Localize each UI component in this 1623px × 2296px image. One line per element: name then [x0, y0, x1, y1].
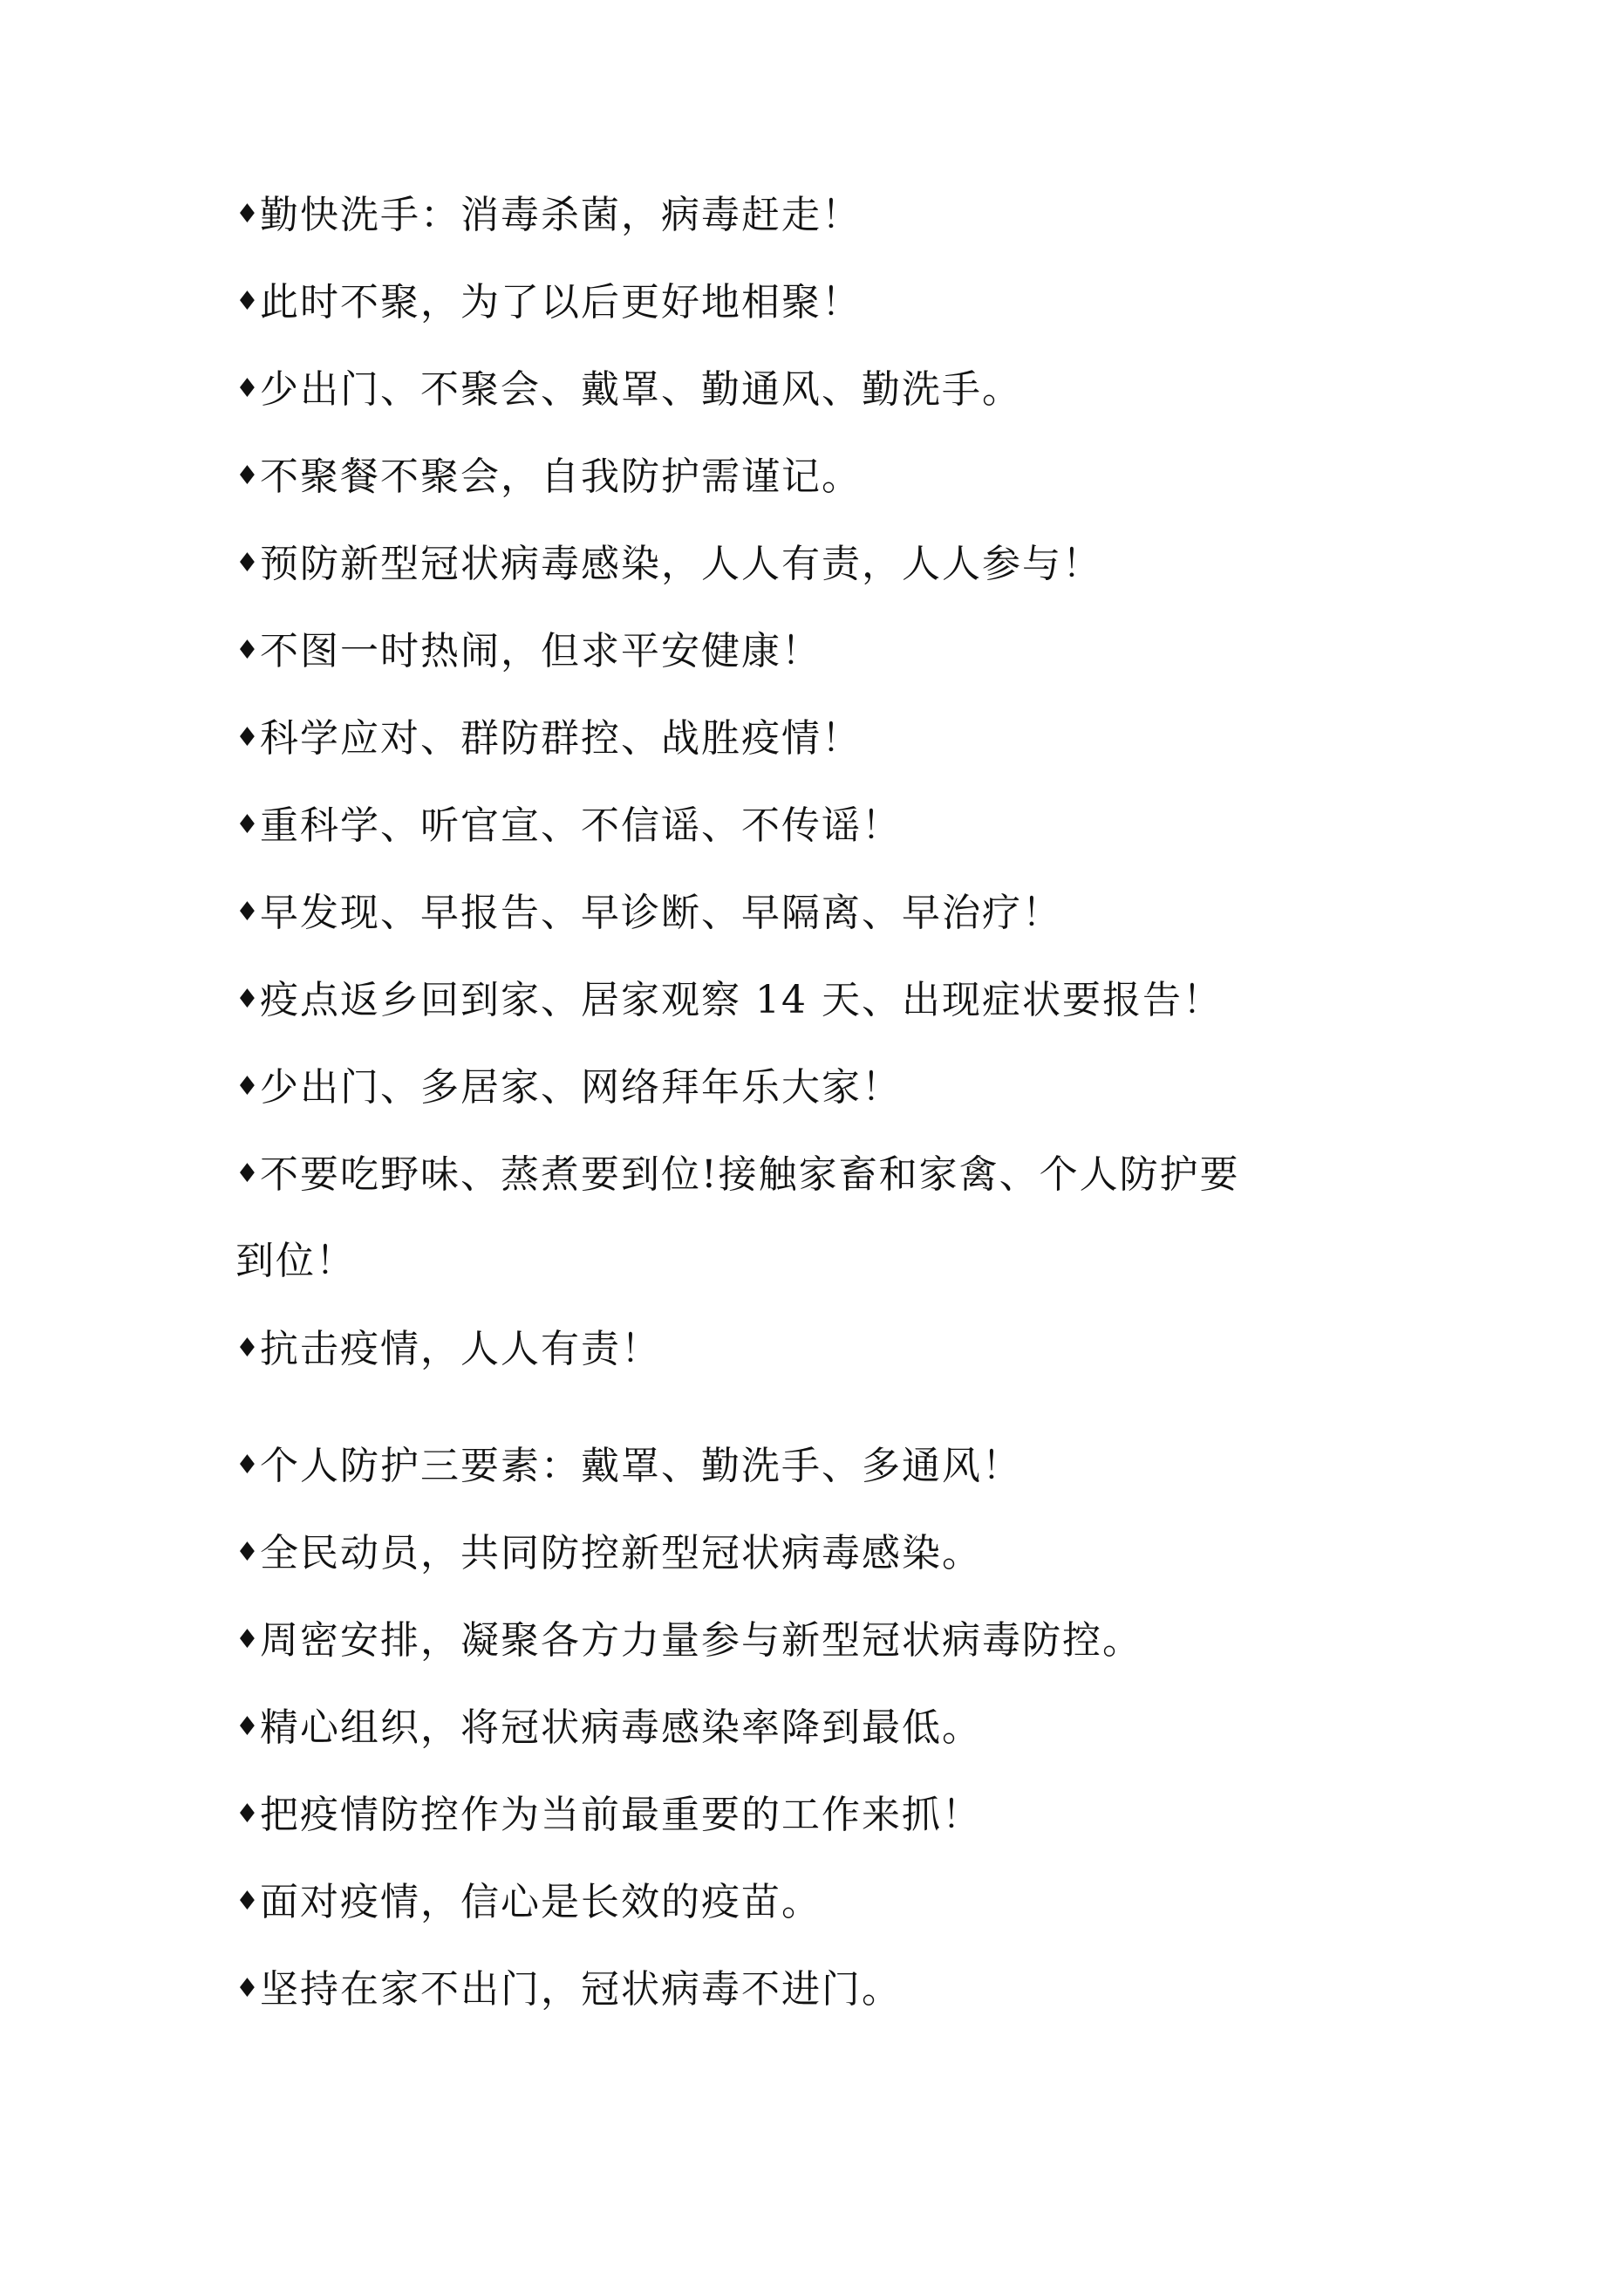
list-item [235, 520, 1317, 607]
item-text: 早发现、早报告、早诊断、早隔离、早治疗！ [260, 891, 1062, 935]
list-item [235, 258, 1317, 345]
list-item [235, 1596, 1317, 1684]
list-item [235, 694, 1317, 782]
list-item [235, 607, 1317, 694]
diamond-bullet-icon: ♦ [235, 1973, 261, 2004]
list-item [235, 1858, 1317, 1945]
diamond-bullet-icon: ♦ [235, 1158, 261, 1189]
item-text: 科学应对、群防群控、战胜疫情！ [260, 716, 862, 761]
diamond-bullet-icon: ♦ [235, 1799, 261, 1829]
item-text: 精心组织，将冠状病毒感染率降到最低。 [260, 1705, 982, 1750]
item-text: 不图一时热闹，但求平安健康！ [260, 629, 822, 673]
item-text: 坚持在家不出门，冠状病毒不进门。 [260, 1967, 902, 2012]
item-text: 全民动员，共同防控新型冠状病毒感染。 [260, 1531, 982, 1575]
item-text: 不聚餐不聚会，自我防护需谨记。 [260, 454, 862, 499]
list-item [235, 345, 1317, 433]
item-text: 疫点返乡回到家、居家观察 14 天、出现症状要报告！ [260, 978, 1223, 1022]
diamond-bullet-icon: ♦ [235, 1071, 261, 1102]
diamond-bullet-icon: ♦ [235, 810, 261, 840]
diamond-bullet-icon: ♦ [235, 722, 261, 753]
list-item-continuation [235, 1218, 1317, 1305]
diamond-bullet-icon: ♦ [235, 461, 261, 491]
list-item [235, 1771, 1317, 1858]
item-text: 周密安排，凝聚各方力量参与新型冠状病毒防控。 [260, 1618, 1142, 1663]
item-text: 此时不聚，为了以后更好地相聚！ [260, 280, 862, 325]
diamond-bullet-icon: ♦ [235, 1450, 261, 1480]
item-text: 少出门、不聚会、戴罩、勤通风、勤洗手。 [260, 367, 1022, 412]
list-item [235, 1684, 1317, 1771]
list-item [235, 956, 1317, 1043]
list-item [235, 782, 1317, 869]
list-item [235, 1422, 1317, 1509]
diamond-bullet-icon: ♦ [235, 1886, 261, 1917]
diamond-bullet-icon: ♦ [235, 635, 261, 666]
list-item [235, 1945, 1317, 2033]
diamond-bullet-icon: ♦ [235, 548, 261, 578]
list-item [235, 433, 1317, 520]
item-text: 抗击疫情，人人有责！ [260, 1327, 661, 1371]
item-text: 个人防护三要素：戴罩、勤洗手、多通风！ [260, 1444, 1022, 1488]
diamond-bullet-icon: ♦ [235, 984, 261, 1015]
diamond-bullet-icon: ♦ [235, 1333, 261, 1363]
list-item [235, 171, 1317, 258]
list-item [235, 1509, 1317, 1596]
item-text: 少出门、多居家、网络拜年乐大家！ [260, 1065, 902, 1110]
list-item [235, 1131, 1317, 1218]
diamond-bullet-icon: ♦ [235, 1624, 261, 1655]
list-item [235, 869, 1317, 956]
item-text: 勤快洗手：消毒杀菌，病毒赶走！ [260, 193, 862, 237]
diamond-bullet-icon: ♦ [235, 1712, 261, 1742]
diamond-bullet-icon: ♦ [235, 1537, 261, 1568]
item-text: 把疫情防控作为当前最重要的工作来抓！ [260, 1793, 982, 1837]
diamond-bullet-icon: ♦ [235, 897, 261, 927]
item-text: 面对疫情，信心是长效的疫苗。 [260, 1880, 822, 1924]
item-text: 预防新型冠状病毒感染，人人有责，人人参与！ [260, 542, 1102, 586]
item-text: 不要吃野味、蒸煮要到位!接触家畜和家禽、个人防护要 [260, 1152, 1240, 1197]
item-text: 重科学、听官宣、不信谣、不传谣！ [260, 803, 902, 848]
diamond-bullet-icon: ♦ [235, 286, 261, 317]
list-item [235, 1043, 1317, 1131]
item-text: 到位！ [235, 1239, 356, 1283]
diamond-bullet-icon: ♦ [235, 373, 261, 404]
diamond-bullet-icon: ♦ [235, 199, 261, 229]
list-item [235, 1305, 1317, 1392]
slogan-list [235, 171, 1317, 2033]
